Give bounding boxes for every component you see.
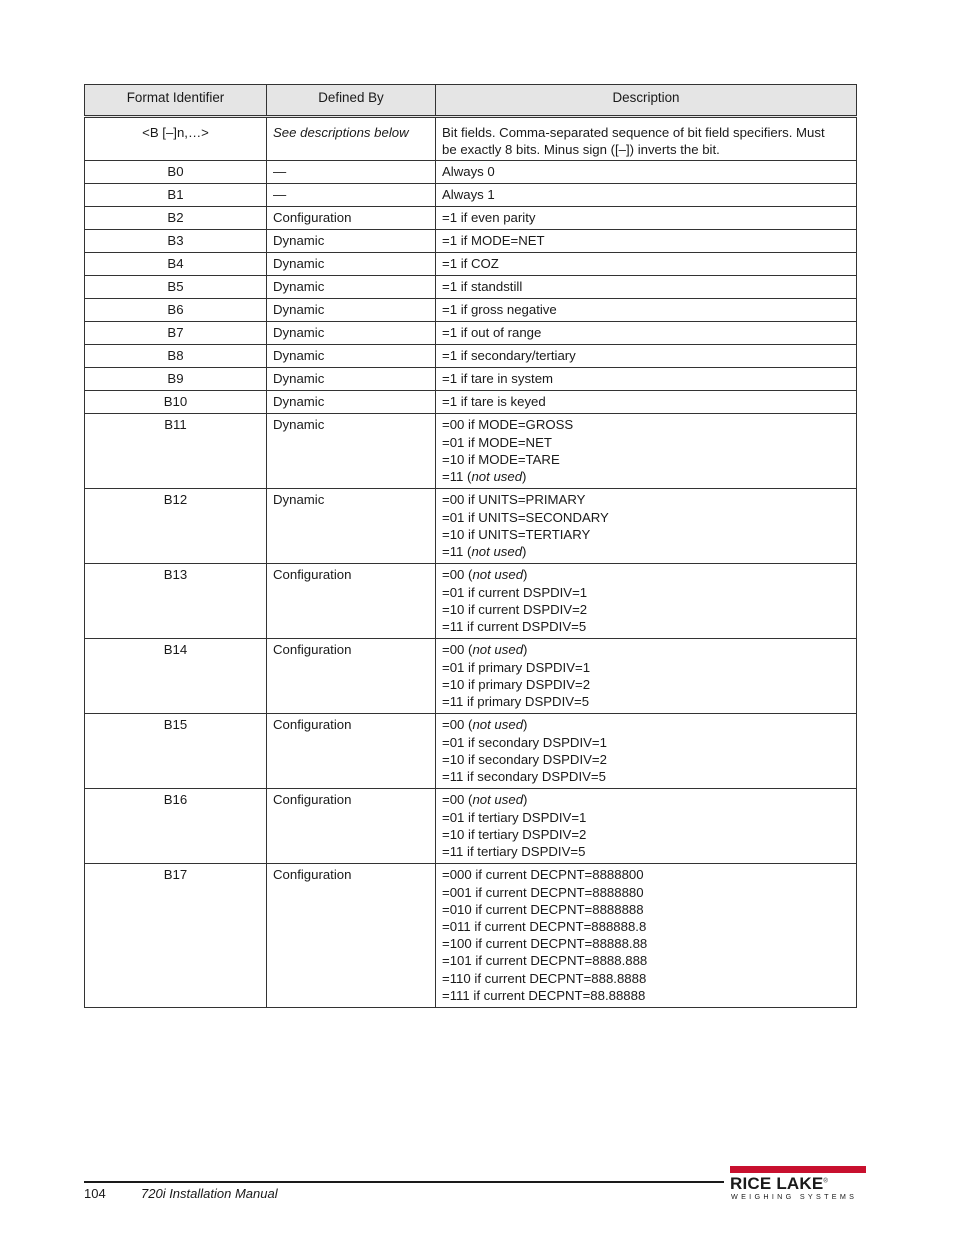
description-text: =1 if gross negative <box>442 302 557 318</box>
cell-description <box>436 253 857 276</box>
table-row <box>85 368 857 391</box>
cell-format-identifier: B16 <box>85 789 267 864</box>
table-row <box>85 207 857 230</box>
description-text: =10 if UNITS=TERTIARY <box>442 526 591 542</box>
cell-format-identifier: B11 <box>85 414 267 489</box>
footer-rule <box>84 1181 724 1183</box>
description-text: =01 if tertiary DSPDIV=1 <box>442 809 587 825</box>
description-text: =1 if tare in system <box>442 371 554 387</box>
cell-description <box>436 230 857 253</box>
cell-defined-by: Configuration <box>267 789 436 864</box>
cell-defined-by: — <box>267 184 436 207</box>
table-row <box>85 639 857 714</box>
cell-description <box>436 564 857 639</box>
cell-defined-by: Dynamic <box>267 345 436 368</box>
cell-description <box>436 117 857 161</box>
description-text: =001 if current DECPNT=8888880 <box>442 884 644 900</box>
description-text: =1 if COZ <box>442 256 499 272</box>
description-line <box>442 347 850 364</box>
description-text: =01 if MODE=NET <box>442 434 552 450</box>
description-text: =101 if current DECPNT=8888.888 <box>442 953 648 969</box>
description-line <box>442 659 850 676</box>
cell-defined-by: Dynamic <box>267 368 436 391</box>
description-text: =1 if MODE=NET <box>442 233 545 249</box>
description-text: =11 if primary DSPDIV=5 <box>442 694 590 710</box>
format-identifier-table <box>84 84 857 1008</box>
description-line <box>442 255 850 272</box>
cell-format-identifier: B2 <box>85 207 267 230</box>
description-line <box>442 987 850 1004</box>
header-defined-by: Defined By <box>267 85 436 117</box>
description-text: =01 if UNITS=SECONDARY <box>442 509 609 525</box>
description-text: Always 0 <box>442 164 495 180</box>
description-text: Bit fields. Comma-separated sequence of bit field specifiers. Must <box>442 125 825 140</box>
description-line <box>442 324 850 341</box>
description-italic-text: not used <box>471 544 523 560</box>
description-line <box>442 734 850 751</box>
description-line <box>442 584 850 601</box>
cell-format-identifier: B0 <box>85 161 267 184</box>
description-line <box>442 186 850 203</box>
cell-description <box>436 184 857 207</box>
table-row <box>85 230 857 253</box>
description-line <box>442 434 850 451</box>
description-line <box>442 601 850 618</box>
description-text: =111 if current DECPNT=88.88888 <box>442 987 646 1003</box>
cell-defined-by: Configuration <box>267 714 436 789</box>
cell-defined-by: Dynamic <box>267 253 436 276</box>
description-text: ) <box>522 469 527 485</box>
description-text: be exactly 8 bits. Minus sign ([–]) inverts the bit. <box>442 142 720 158</box>
cell-format-identifier: B8 <box>85 345 267 368</box>
description-text: =11 if secondary DSPDIV=5 <box>442 769 606 785</box>
description-text: =11 if tertiary DSPDIV=5 <box>442 844 586 860</box>
cell-format-identifier: B9 <box>85 368 267 391</box>
cell-format-identifier: <B [–]n,…> <box>85 117 267 161</box>
cell-format-identifier: B4 <box>85 253 267 276</box>
description-line <box>442 141 850 158</box>
logo-tagline: WEIGHING SYSTEMS <box>731 1192 858 1201</box>
description-line <box>442 526 850 543</box>
description-line <box>442 970 850 987</box>
cell-defined-by: See descriptions below <box>267 117 436 161</box>
description-line <box>442 826 850 843</box>
description-line <box>442 509 850 526</box>
description-italic-text: not used <box>472 717 524 733</box>
description-line <box>442 566 850 583</box>
cell-description <box>436 322 857 345</box>
table-row <box>85 714 857 789</box>
table-row <box>85 322 857 345</box>
description-text: =10 if secondary DSPDIV=2 <box>442 751 607 767</box>
description-line <box>442 843 850 860</box>
description-text: =01 if primary DSPDIV=1 <box>442 659 591 675</box>
description-text: =11 ( <box>442 544 472 560</box>
table-row <box>85 345 857 368</box>
description-line <box>442 676 850 693</box>
description-line <box>442 416 850 433</box>
description-text: =1 if even parity <box>442 210 536 226</box>
table-row <box>85 299 857 322</box>
cell-format-identifier: B14 <box>85 639 267 714</box>
cell-defined-by: Dynamic <box>267 391 436 414</box>
description-text: =10 if MODE=TARE <box>442 451 560 467</box>
table-row <box>85 489 857 564</box>
description-line <box>442 468 850 485</box>
description-line <box>442 768 850 785</box>
cell-defined-by: Dynamic <box>267 414 436 489</box>
description-text: =00 ( <box>442 642 473 658</box>
cell-defined-by: Dynamic <box>267 322 436 345</box>
header-format-identifier: Format Identifier <box>85 85 267 117</box>
cell-format-identifier: B15 <box>85 714 267 789</box>
description-italic-text: not used <box>472 567 524 583</box>
description-line <box>442 370 850 387</box>
description-line <box>442 751 850 768</box>
description-line <box>442 491 850 508</box>
description-text: =010 if current DECPNT=8888888 <box>442 901 644 917</box>
description-text: =110 if current DECPNT=888.8888 <box>442 970 647 986</box>
description-text: =1 if out of range <box>442 325 542 341</box>
cell-defined-by: Dynamic <box>267 299 436 322</box>
table-row <box>85 789 857 864</box>
cell-defined-by: Configuration <box>267 564 436 639</box>
description-italic-text: not used <box>472 642 524 658</box>
description-line <box>442 866 850 883</box>
description-line <box>442 716 850 733</box>
description-text: =00 ( <box>442 567 473 583</box>
cell-format-identifier: B1 <box>85 184 267 207</box>
cell-description <box>436 391 857 414</box>
cell-defined-by: Dynamic <box>267 276 436 299</box>
cell-format-identifier: B13 <box>85 564 267 639</box>
description-line <box>442 393 850 410</box>
logo-red-bar <box>730 1166 866 1173</box>
description-italic-text: not used <box>472 792 524 808</box>
description-line <box>442 451 850 468</box>
table-row <box>85 864 857 1008</box>
table-row <box>85 117 857 161</box>
cell-description <box>436 789 857 864</box>
description-text: ) <box>523 642 528 658</box>
cell-defined-by: — <box>267 161 436 184</box>
description-text: =000 if current DECPNT=8888800 <box>442 867 644 883</box>
cell-description <box>436 299 857 322</box>
cell-format-identifier: B5 <box>85 276 267 299</box>
table-row <box>85 414 857 489</box>
description-text: =00 if MODE=GROSS <box>442 417 574 433</box>
cell-defined-by: Dynamic <box>267 489 436 564</box>
cell-format-identifier: B3 <box>85 230 267 253</box>
description-text: Always 1 <box>442 187 495 203</box>
table-body <box>85 117 857 1008</box>
description-text: ) <box>523 792 528 808</box>
manual-title: 720i Installation Manual <box>141 1186 278 1201</box>
description-line <box>442 163 850 180</box>
cell-format-identifier: B6 <box>85 299 267 322</box>
description-text: =11 if current DSPDIV=5 <box>442 619 587 635</box>
cell-format-identifier: B12 <box>85 489 267 564</box>
cell-defined-by: Configuration <box>267 864 436 1008</box>
cell-description <box>436 368 857 391</box>
cell-description <box>436 207 857 230</box>
table-row <box>85 276 857 299</box>
description-line <box>442 278 850 295</box>
table-header-row <box>85 85 857 117</box>
description-text: =01 if current DSPDIV=1 <box>442 584 588 600</box>
cell-defined-by: Dynamic <box>267 230 436 253</box>
description-line <box>442 543 850 560</box>
cell-description <box>436 639 857 714</box>
header-description: Description <box>436 85 857 117</box>
table-row <box>85 564 857 639</box>
cell-format-identifier: B10 <box>85 391 267 414</box>
description-text: =10 if current DSPDIV=2 <box>442 601 588 617</box>
description-line <box>442 809 850 826</box>
cell-description <box>436 161 857 184</box>
description-line <box>442 209 850 226</box>
description-line <box>442 884 850 901</box>
description-line <box>442 641 850 658</box>
cell-description <box>436 345 857 368</box>
description-line <box>442 232 850 249</box>
description-text: =01 if secondary DSPDIV=1 <box>442 734 607 750</box>
cell-description <box>436 714 857 789</box>
description-line <box>442 791 850 808</box>
description-line <box>442 918 850 935</box>
description-text: =00 ( <box>442 717 473 733</box>
description-text: =1 if secondary/tertiary <box>442 348 576 364</box>
logo-registered-mark: ® <box>823 1178 829 1185</box>
cell-description <box>436 864 857 1008</box>
description-text: =10 if tertiary DSPDIV=2 <box>442 826 587 842</box>
logo-name-text: RICE LAKE <box>730 1174 824 1193</box>
description-line <box>442 952 850 969</box>
description-text: =00 if UNITS=PRIMARY <box>442 492 586 508</box>
description-line <box>442 301 850 318</box>
description-line <box>442 618 850 635</box>
description-text: ) <box>523 567 528 583</box>
table-row <box>85 184 857 207</box>
description-text: ) <box>523 717 528 733</box>
cell-defined-by: Configuration <box>267 639 436 714</box>
description-line <box>442 901 850 918</box>
description-text: ) <box>522 544 527 560</box>
description-line <box>442 693 850 710</box>
description-text: =100 if current DECPNT=88888.88 <box>442 936 648 952</box>
cell-description <box>436 489 857 564</box>
cell-description <box>436 414 857 489</box>
description-text: =1 if tare is keyed <box>442 394 546 410</box>
description-text: =00 ( <box>442 792 473 808</box>
description-text: =11 ( <box>442 469 472 485</box>
cell-format-identifier: B7 <box>85 322 267 345</box>
cell-format-identifier: B17 <box>85 864 267 1008</box>
table-row <box>85 253 857 276</box>
description-text: =10 if primary DSPDIV=2 <box>442 676 591 692</box>
description-text: =011 if current DECPNT=888888.8 <box>442 919 647 935</box>
description-text: =1 if standstill <box>442 279 523 295</box>
logo-name <box>730 1174 868 1194</box>
description-italic-text: not used <box>471 469 523 485</box>
table-row <box>85 161 857 184</box>
table-row <box>85 391 857 414</box>
rice-lake-logo <box>730 1166 868 1202</box>
cell-defined-by: Configuration <box>267 207 436 230</box>
description-line <box>442 124 850 141</box>
cell-description <box>436 276 857 299</box>
description-line <box>442 935 850 952</box>
page-number: 104 <box>84 1186 106 1201</box>
